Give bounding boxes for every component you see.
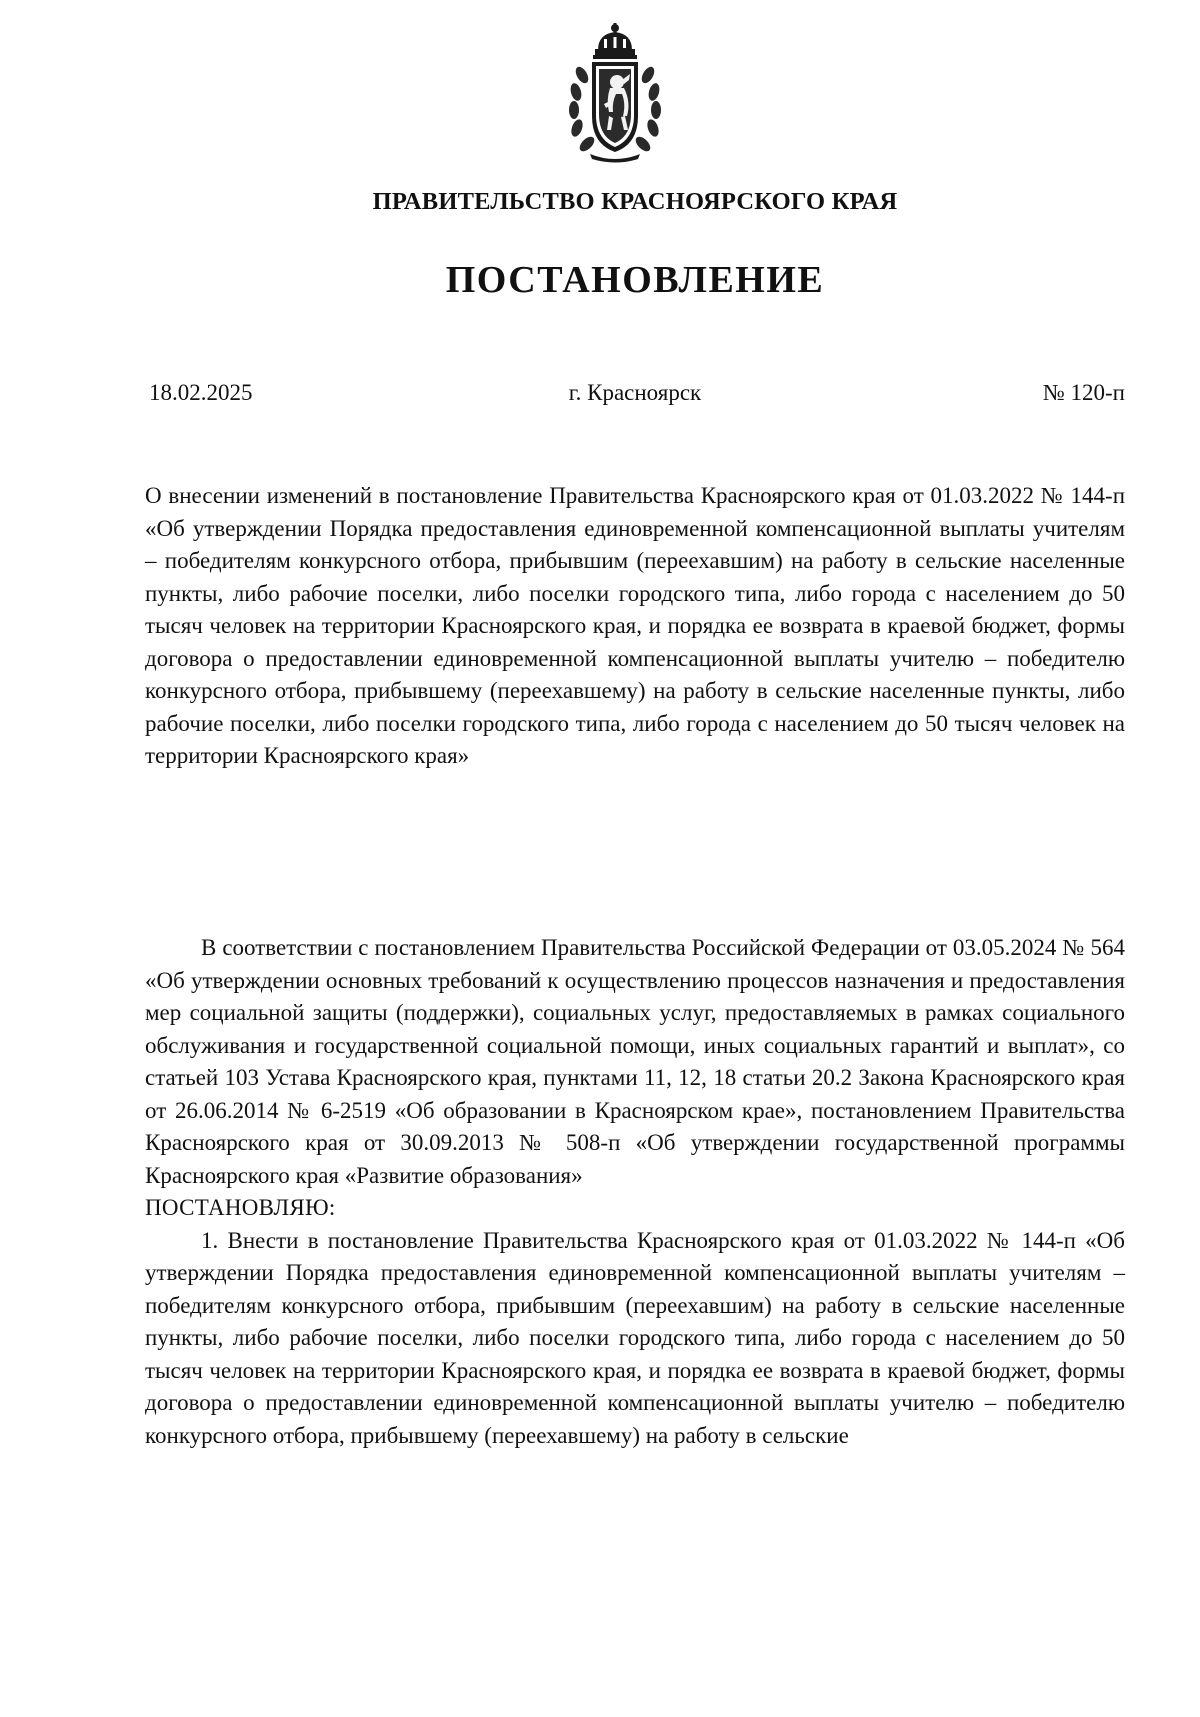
document-type-title: ПОСТАНОВЛЕНИЕ [445,259,825,301]
body-preamble: В соответствии с постановлением Правительства Российской Федерации от 03.05.2024 № 564 «Об утверждении основных требований к осуществлению процессов назначения и предоставления мер социальной защиты (поддержки), социальных услуг, предоставляемых в рамках социального обслуживания и государственной социальной помощи, иных социальных гарантий и выплат», со статьей 103 Устава Красноярского края, пунктами 11, 12, 18 статьи 20.2 Закона Красноярского края от 26.06.2014 № 6-2519 «Об образовании в Красноярском крае», постановлением Правительства Красноярского края от 30.09.2013 № 508-п «Об утверждении государственной программы Красноярского края «Развитие образования» [145,935,1125,1188]
document-meta-row [145,380,1125,412]
document-date: 18.02.2025 [149,380,253,405]
government-title: ПРАВИТЕЛЬСТВО КРАСНОЯРСКОГО КРАЯ [372,188,898,215]
document-city: г. Красноярск [568,380,702,405]
decree-word: ПОСТАНОВЛЯЮ: [145,1195,336,1220]
document-number: № 120-п [1042,380,1125,405]
document-body [145,932,1125,1452]
krasnoyarsk-coat-of-arms-icon [560,20,670,165]
body-item-1: 1. Внести в постановление Правительства Красноярского края от 01.03.2022 № 144-п «Об утверждении Порядка предоставления единовременной компенсационной выплаты учителям – победителям конкурсного отбора, прибывшим (переехавшим) на работу в сельские населенные пункты, либо рабочие поселки, либо поселки городского типа, либо города с населением до 50 тысяч человек на территории Красноярского края, и порядка ее возврата в краевой бюджет, формы договора о предоставлении единовременной компенсационной выплаты учителю – победителю конкурсного отбора, прибывшему (переехавшему) на работу в сельские [145,1227,1125,1448]
document-heading: О внесении изменений в постановление Правительства Красноярского края от 01.03.2022 № 144-п «Об утверждении Порядка предоставления единовременной компенсационной выплаты учителям – победителям конкурсного отбора, прибывшим (переехавшим) на работу в сельские населенные пункты, либо рабочие поселки, либо поселки городского типа, либо города с населением до 50 тысяч человек на территории Красноярского края, и порядка ее возврата в краевой бюджет, формы договора о предоставлении единовременной компенсационной выплаты учителю – победителю конкурсного отбора, прибывшему (переехавшему) на работу в сельские населенные пункты, либо рабочие поселки, либо поселки городского типа, либо города с населением до 50 тысяч человек на территории Красноярского края» [145,483,1125,768]
